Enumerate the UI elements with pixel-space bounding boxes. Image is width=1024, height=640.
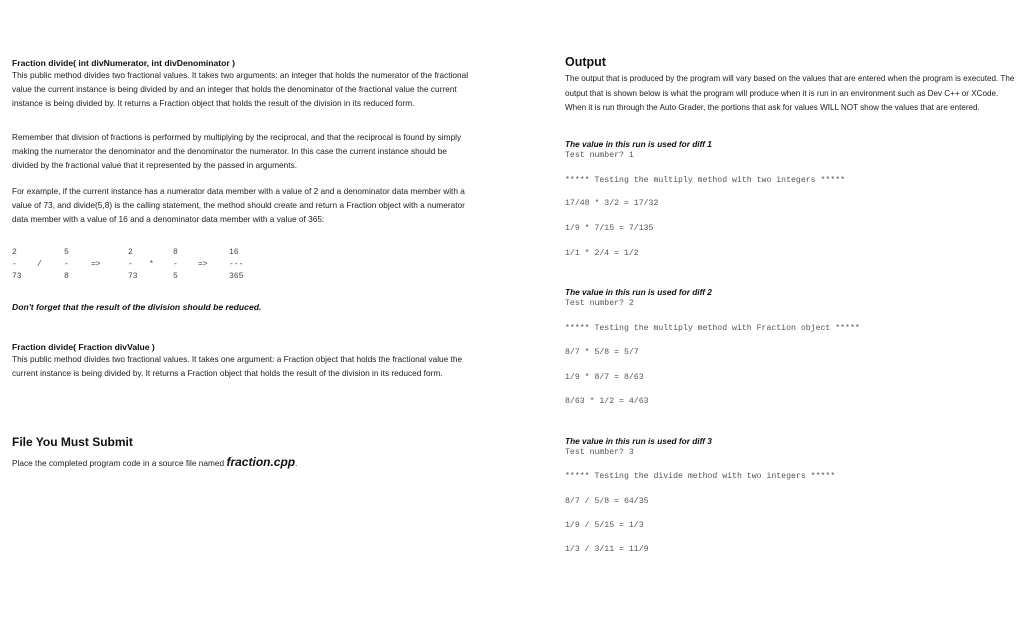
example-divide-op: / [37,260,42,269]
run3-label: The value in this run is used for diff 3 [565,436,712,446]
run2-title: ***** Testing the multiply method with Fraction object ***** [565,324,860,333]
output-intro: The output that is produced by the program will vary based on the values that are entered when the program is executed. The output that is shown below is what the program will produce when it is run in an environment such as Dev C++ or XCode. When it is run through the Auto Grader, the portions that ask for values WILL NOT show the values that are entered. [565,74,1015,113]
example-bar: - [173,260,178,269]
run2-line: 8/63 * 1/2 = 4/63 [565,397,649,406]
method-signature-divide-ints: Fraction divide( int divNumerator, int divDenominator ) [12,58,235,68]
run1-title: ***** Testing the multiply method with two integers ***** [565,176,846,185]
run3-line: 1/9 / 5/15 = 1/3 [565,521,644,530]
example-bar: - [128,260,133,269]
run3-line: 8/7 / 5/8 = 64/35 [565,497,649,506]
output-heading: Output [565,55,606,69]
example-n1: 2 [12,248,17,257]
example-d2: 8 [64,272,69,281]
submit-filename: fraction.cpp [226,455,296,469]
method-signature-divide-fraction: Fraction divide( Fraction divValue ) [12,342,155,352]
run2-label: The value in this run is used for diff 2 [565,287,712,297]
reciprocal-explanation: Remember that division of fractions is performed by multiplying by the reciprocal, and that the reciprocal is found by simply making the numerator the denominator and the denominator the numerator. In this case the current instance should be divided by the fractional value that it represented by the passed in arguments. [12,132,462,170]
run1-prompt: Test number? 1 [565,151,634,160]
run3-title: ***** Testing the divide method with two integers ***** [565,472,836,481]
submit-end: . [295,458,298,468]
example-d3: 73 [128,272,138,281]
example-d5: 365 [229,272,244,281]
example-n4: 8 [173,248,178,257]
example-multiply-op: * [149,260,154,269]
run2-line: 8/7 * 5/8 = 5/7 [565,348,639,357]
run1-line: 1/9 * 7/15 = 7/135 [565,224,654,233]
example-n5: 16 [229,248,239,257]
example-d1: 73 [12,272,22,281]
example-bar: - [64,260,69,269]
reduce-reminder: Don't forget that the result of the division should be reduced. [12,302,262,312]
method-description-divide-fraction: This public method divides two fractional values. It takes one argument: a Fraction object that holds the fractional value the current instance is being divided by. It returns a Fraction object that holds the result of the division in its reduced form. [12,354,463,378]
example-d4: 5 [173,272,178,281]
run2-prompt: Test number? 2 [565,299,634,308]
fraction-example [12,248,272,288]
example-bar: - [12,260,17,269]
run1-line: 17/48 * 3/2 = 17/32 [565,199,659,208]
example-arrow: => [91,260,101,269]
example-explanation: For example, if the current instance has a numerator data member with a value of 2 and a denominator data member with a value of 73, and divide(5,8) is the calling statement, the method should create and return a Fraction object with a numerator data member with a value of 16 and a denominator data member with a value of 365: [12,186,465,224]
example-n3: 2 [128,248,133,257]
example-n2: 5 [64,248,69,257]
run2-line: 1/9 * 8/7 = 8/63 [565,373,644,382]
run3-line: 1/3 / 3/11 = 11/9 [565,545,649,554]
example-arrow: => [198,260,208,269]
run1-line: 1/1 * 2/4 = 1/2 [565,249,639,258]
submit-text: Place the completed program code in a source file named [12,458,227,468]
submit-heading: File You Must Submit [12,435,133,449]
run3-prompt: Test number? 3 [565,448,634,457]
submit-instructions [12,455,297,469]
run1-label: The value in this run is used for diff 1 [565,139,712,149]
example-bar: --- [229,260,244,269]
method-description-divide-ints: This public method divides two fractional values. It takes two arguments: an integer that holds the numerator of the fractional value the current instance is being divided by and an integer that holds the denominator of the fractional value the current instance is being divided by. It returns a Fraction object that holds the result of the division in its reduced form. [12,70,469,108]
